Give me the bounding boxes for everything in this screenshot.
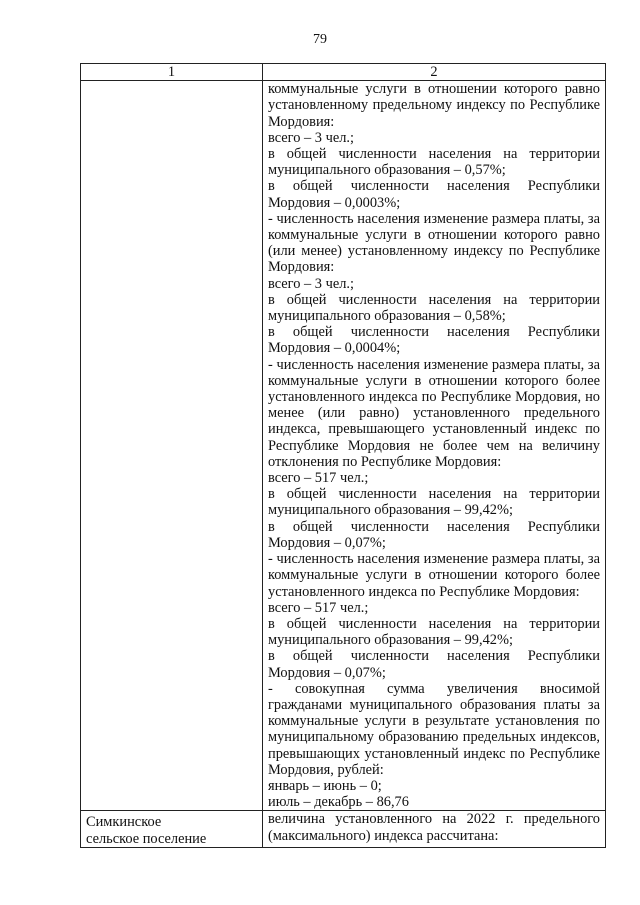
text-line: установленному предельному индексу по Республике <box>268 97 600 114</box>
text-line: коммунальные услуги в отношении которого более <box>268 567 600 584</box>
table-row <box>81 81 606 811</box>
text-line: в общей численности населения Республики <box>268 648 600 665</box>
text-line: всего – 3 чел.; <box>268 129 354 146</box>
text-line: муниципальному образованию предельных индексов, <box>268 729 600 746</box>
document-table <box>80 63 606 848</box>
text-line: Мордовия – 0,07%; <box>268 664 386 681</box>
text-line: всего – 517 чел.; <box>268 470 369 487</box>
text-line: сельское поселение <box>86 830 207 847</box>
text-line: в общей численности населения на территории <box>268 291 600 308</box>
text-line: муниципального образования – 99,42%; <box>268 632 513 649</box>
text-line: коммунальные услуги в отношении которого равно <box>268 227 600 244</box>
text-line: в общей численности населения Республики <box>268 518 600 535</box>
text-line: муниципального образования – 99,42%; <box>268 502 513 519</box>
text-line: коммунальные услуги в отношении которого равно <box>268 81 600 98</box>
text-line: июль – декабрь – 86,76 <box>268 794 409 811</box>
text-line: (максимального) индекса рассчитана: <box>268 827 499 844</box>
text-line: всего – 3 чел.; <box>268 275 354 292</box>
text-line: гражданами муниципального образования платы за <box>268 696 600 713</box>
text-line: январь – июнь – 0; <box>268 777 382 794</box>
text-line: Мордовия – 0,07%; <box>268 534 386 551</box>
text-line: Республике Мордовия не более чем на величину <box>268 437 600 454</box>
text-line: Симкинское <box>86 814 162 831</box>
text-line: коммунальные услуги в отношении которого более <box>268 372 600 389</box>
row1-col1-cell <box>81 81 263 811</box>
text-line: - совокупная сумма увеличения вносимой <box>268 680 600 697</box>
text-line: Мордовия – 0,0003%; <box>268 194 401 211</box>
row2-col2-cell <box>263 811 606 847</box>
text-line: всего – 517 чел.; <box>268 599 369 616</box>
text-line: величина установленного на 2022 г. предельного <box>268 811 600 828</box>
text-line: - численность населения изменение размера платы, за <box>268 210 600 227</box>
text-line: в общей численности населения Республики <box>268 324 600 341</box>
text-line: коммунальные услуги в результате установления по <box>268 713 600 730</box>
text-line: индекса, превышающего установленный индекс по <box>268 421 600 438</box>
column-header-2: 2 <box>263 64 606 81</box>
text-line: в общей численности населения на территории <box>268 146 600 163</box>
settlement-name-cell <box>81 811 263 847</box>
text-line: Мордовия – 0,0004%; <box>268 340 401 357</box>
table-header-row <box>81 64 606 81</box>
text-line: Мордовия, рублей: <box>268 761 384 778</box>
text-line: в общей численности населения на территории <box>268 486 600 503</box>
text-line: муниципального образования – 0,58%; <box>268 308 506 325</box>
row1-col2-cell <box>263 81 606 811</box>
text-line: - численность населения изменение размера платы, за <box>268 356 600 373</box>
text-line: превышающих установленный индекс по Республике <box>268 745 600 762</box>
text-line: в общей численности населения Республики <box>268 178 600 195</box>
text-line: менее (или равно) установленного предельного <box>268 405 600 422</box>
text-line: - численность населения изменение размера платы, за <box>268 551 600 568</box>
column-header-1: 1 <box>81 64 263 81</box>
table-row <box>81 811 606 847</box>
text-line: Мордовия: <box>268 259 335 276</box>
page-number: 79 <box>313 32 327 47</box>
text-line: отклонения по Республике Мордовия: <box>268 453 502 470</box>
text-line: установленного индекса по Республике Мордовия: <box>268 583 580 600</box>
text-line: в общей численности населения на территории <box>268 615 600 632</box>
text-line: (или менее) установленному индексу по Республике <box>268 243 600 260</box>
text-line: установленного индекса по Республике Мордовия, но <box>268 389 600 406</box>
text-line: Мордовия: <box>268 113 335 130</box>
text-line: муниципального образования – 0,57%; <box>268 162 506 179</box>
